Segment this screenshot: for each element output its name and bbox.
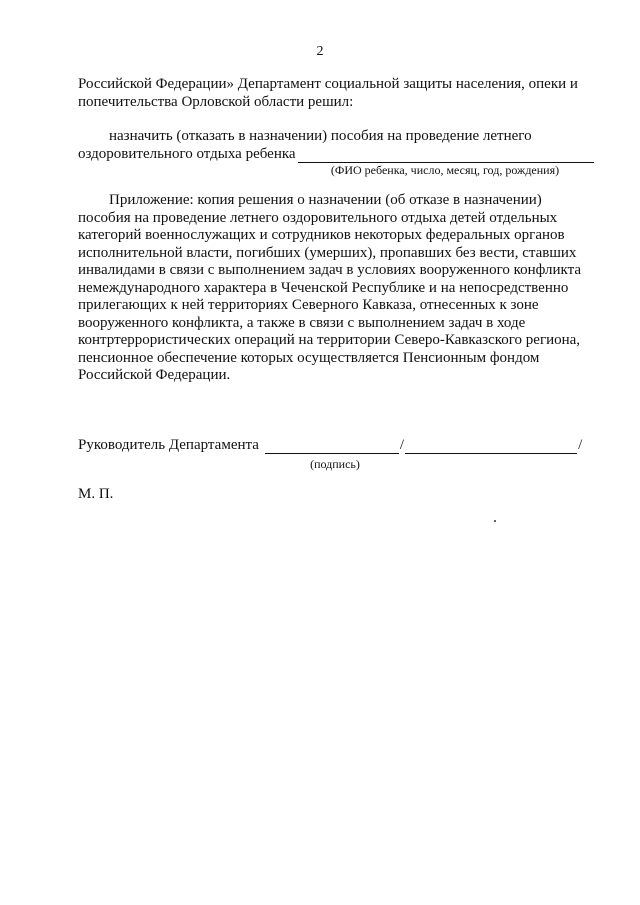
text-line: контртеррористических операций на территории Северо-Кавказского региона, [78,332,581,348]
text-line: Приложение: копия решения о назначении (об отказе в назначении) [109,192,542,208]
text-line: оздоровительного отдыха ребенка [78,145,296,162]
signature-label: Руководитель Департамента [78,437,259,453]
slash-separator: / [578,437,583,453]
text-line: назначить (отказать в назначении) пособия на проведение летнего [109,128,532,144]
text-line: прилегающих к ней территориях Северного Кавказа, отнесенных к зоне [78,297,539,313]
page-number: 2 [316,44,324,59]
name-blank-line[interactable] [405,439,577,454]
text-line: пособия на проведение летнего оздоровительного отдыха детей отдельных [78,209,558,226]
text-line: немеждународного характера в Чеченской Республике и на непосредственно [78,279,569,296]
text-line: категорий военнослужащих и сотрудников некоторых федеральных органов [78,227,565,243]
text-line: пенсионное обеспечение которых осуществляется Пенсионным фондом [78,349,540,366]
signature-row [78,437,598,454]
text-line: попечительства Орловской области решил: [78,93,354,110]
slash-separator: / [399,437,405,453]
child-name-caption: (ФИО ребенка, число, месяц, год, рождения) [330,163,560,177]
stamp-label: М. П. [78,486,114,502]
text-line: Российской Федерации» Департамент социальной защиты населения, опеки и [78,76,578,92]
text-line: инвалидами в связи с выполнением задач в условиях вооруженного конфликта [78,262,581,278]
text-line: вооруженного конфликта, а также в связи с выполнением задач в ходе [78,314,526,331]
speck-mark [494,520,496,522]
paragraph-decision [78,128,594,163]
child-name-row [78,146,594,164]
signature-caption: (подпись) [310,457,360,471]
text-line: исполнительной власти, погибших (умерших), пропавших без вести, ставших [78,244,577,261]
paragraph-attachment [78,192,594,385]
text-line: Российской Федерации. [78,367,231,383]
signature-blank-line[interactable] [265,439,399,454]
paragraph-decision-intro [78,76,594,111]
child-name-blank-line[interactable] [298,148,594,163]
